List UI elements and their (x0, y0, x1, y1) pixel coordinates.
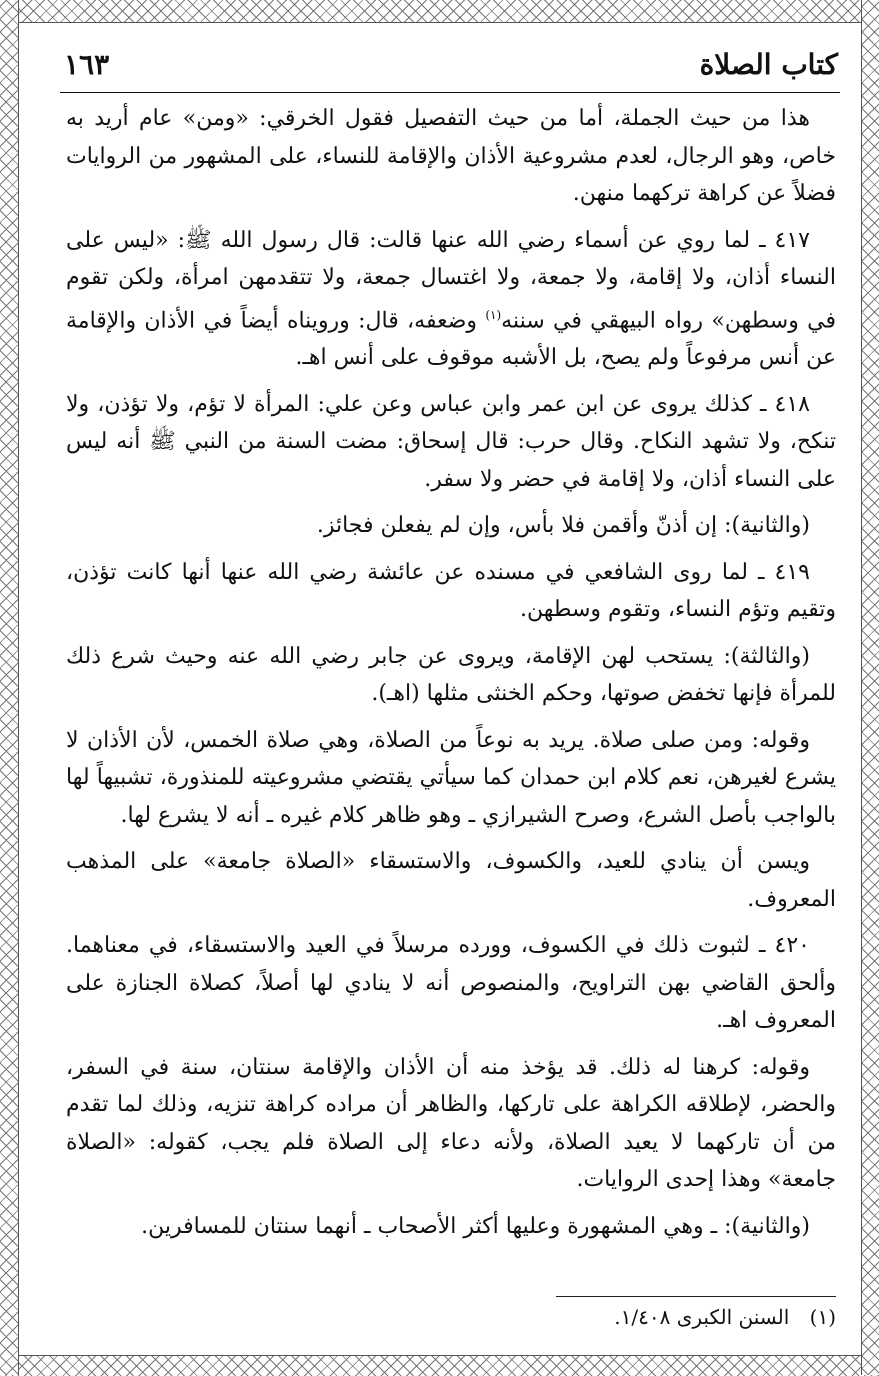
paragraph-5: ٤١٩ ـ لما روى الشافعي في مسنده عن عائشة رضي الله عنها أنها كانت تؤذن، وتقيم وتؤم النساء، وتقوم وسطهن. (66, 559, 836, 623)
paragraph-2-continuation: وضعفه، قال: ورويناه أيضاً في الأذان والإقامة عن أنس مرفوعاً ولم يصح، بل الأشبه موقوف على أنس اهـ. (66, 307, 836, 371)
running-title: كتاب الصلاة (699, 48, 838, 81)
decorative-border-right (861, 0, 879, 1375)
footnote-divider (556, 1296, 836, 1297)
page-header (60, 44, 840, 93)
paragraph-9: ٤٢٠ ـ لثبوت ذلك في الكسوف، وورده مرسلاً في العيد والاستسقاء، في معناهما. وألحق القاضي بهن التراويح، والمنصوص أنه لا ينادي لها أصلاً، كصلاة الجنازة على المعروف اهـ. (66, 933, 836, 1034)
paragraph-2-text: ٤١٧ ـ لما روي عن أسماء رضي الله عنها قالت: قال رسول الله ﷺ: «ليس على النساء أذان، ولا إقامة، ولا جمعة، ولا اغتسال جمعة، ولا تتقدمهن امرأة، ولكن تقوم في وسطهن» رواه البيهقي في سننه (66, 227, 836, 333)
paragraph-4: (والثانية): إن أذنّ وأقمن فلا بأس، وإن لم يفعلن فجائز. (316, 513, 810, 539)
paragraph-7: وقوله: ومن صلى صلاة. يريد به نوعاً من الصلاة، وهي صلاة الخمس، لأن الأذان لا يشرع لغيرهن، نعم كلام ابن حمدان كما سيأتي يقتضي مشروعيته للمنذورة، تشبيهاً لها بالواجب بأصل الشرع، وصرح الشيرازي ـ وهو ظاهر كلام غيره ـ أنه لا يشرع لها. (66, 727, 836, 828)
footnote (66, 1300, 836, 1334)
paragraph-11: (والثانية): ـ وهي المشهورة وعليها أكثر الأصحاب ـ أنهما سنتان للمسافرين. (141, 1213, 810, 1239)
paragraph-8: ويسن أن ينادي للعيد، والكسوف، والاستسقاء «الصلاة جامعة» على المذهب المعروف. (66, 849, 836, 912)
paragraph-10: وقوله: كرهنا له ذلك. قد يؤخذ منه أن الأذان والإقامة سنتان، سنة في السفر، والحضر، لإطلاقه الكراهة على تاركها، والظاهر أن مراده كراهة تنزيه، وذلك لما تقدم من أن تاركهما لا يعيد الصلاة، ولأنه دعاء إلى الصلاة فلم يجب، كقوله: «الصلاة جامعة» وهذا إحدى الروايات. (66, 1054, 836, 1193)
footnote-reference: (١) (485, 307, 502, 322)
page-number: ١٦٣ (64, 48, 110, 81)
decorative-border-top (0, 0, 879, 23)
footnote-marker: (١) (809, 1305, 836, 1329)
main-text (66, 100, 836, 1254)
footnote-text: السنن الكبرى ١/٤٠٨. (614, 1305, 790, 1329)
paragraph-2 (66, 222, 836, 377)
paragraph-3: ٤١٨ ـ كذلك يروى عن ابن عمر وابن عباس وعن علي: المرأة لا تؤم، ولا تؤذن، ولا تنكح، ولا تشهد النكاح. وقال حرب: قال إسحاق: مضت السنة من النبي ﷺ أنه ليس على النساء أذان، ولا إقامة في حضر ولا سفر. (66, 391, 836, 492)
decorative-border-left (0, 0, 19, 1375)
paragraph-6: (والثالثة): يستحب لهن الإقامة، ويروى عن جابر رضي الله عنه وحيث شرع ذلك للمرأة فإنها تخفض صوتها، وحكم الخنثى مثلها (اهـ). (66, 643, 836, 707)
paragraph-1: هذا من حيث الجملة، أما من حيث التفصيل فقول الخرقي: «ومن» عام أريد به خاص، وهو الرجال، لعدم مشروعية الأذان والإقامة للنساء، على المشهور من الروايات فضلاً عن كراهة تركهما منهن. (66, 106, 836, 206)
decorative-border-bottom (0, 1355, 879, 1376)
